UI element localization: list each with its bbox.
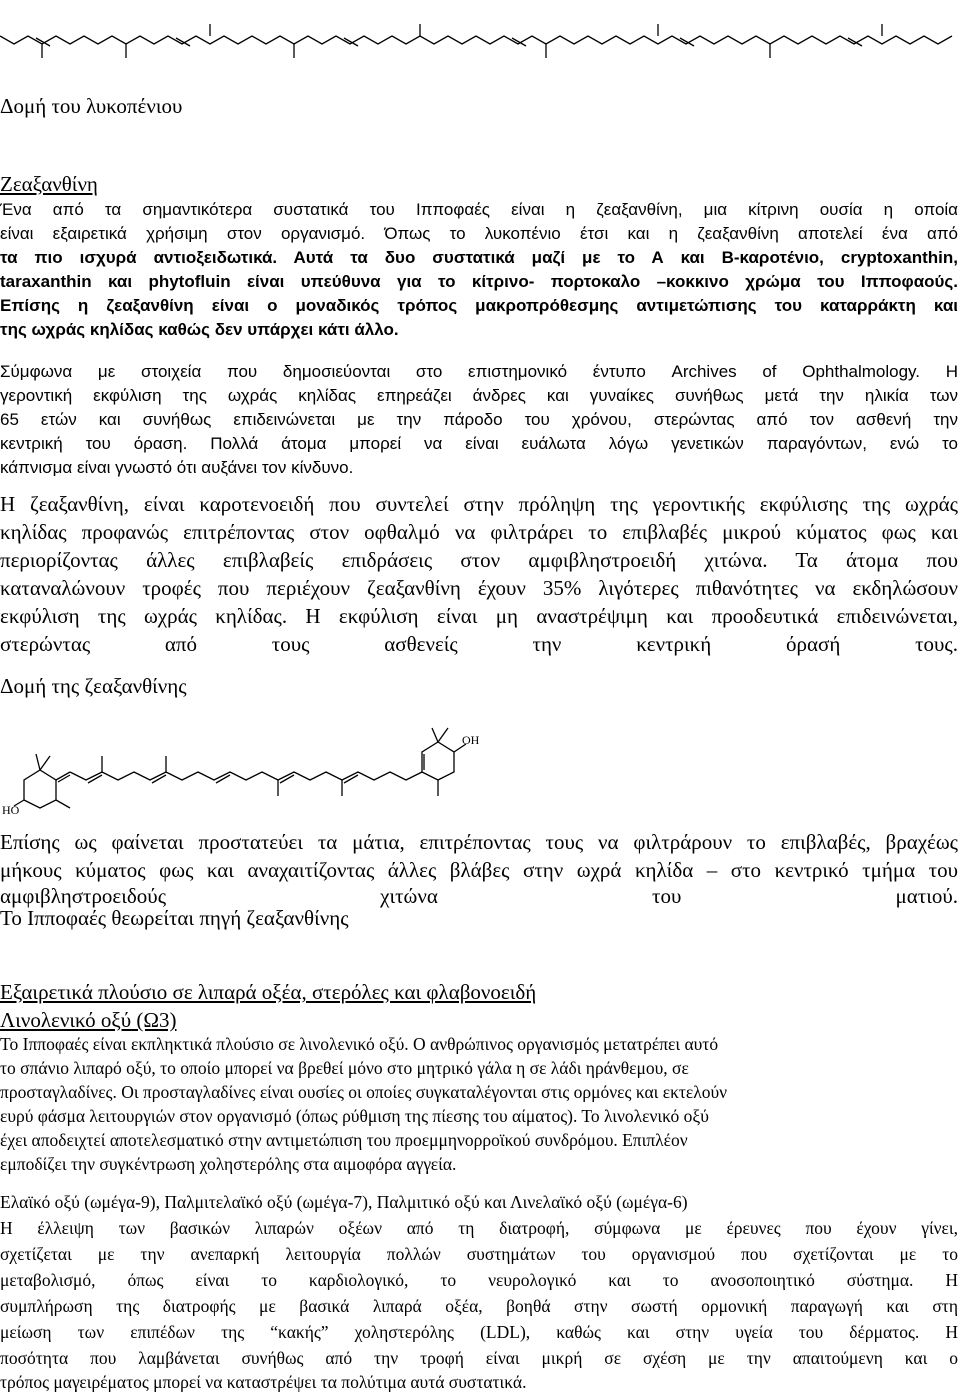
- paragraph-line: αμφιβληστροειδούς χιτώνα του ματιού.: [0, 884, 958, 908]
- paragraph-line: στερώντας από τους ασθενείς την κεντρική όρασή τους.: [0, 632, 958, 656]
- paragraph-line: μήκους κύματος φως και αναχαιτίζοντας άλλες βλάβες στην ωχρά κηλίδα – στο κεντρικό τμήμα του: [0, 858, 958, 882]
- paragraph-line: τα πιο ισχυρά αντιοξειδωτικά. Αυτά τα δυο συστατικά μαζί με το Α και Β-καροτένιο, cryptoxanthin,: [0, 248, 958, 267]
- paragraph-line: κάπνισμα είναι γνωστό ότι αυξάνει τον κίνδυνο.: [0, 458, 354, 477]
- paragraph-line: 65 ετών και συνήθως επιδεινώνεται με την πάροδο του χρόνου, στερώντας από τον ασθενή την: [0, 410, 958, 429]
- paragraph-line: το σπάνιο λιπαρό οξύ, το οποίο μπορεί να βρεθεί μόνο στο μητρικό γάλα η σε λάδι ηράνθεμου, σε: [0, 1058, 689, 1078]
- oh-label: OH: [462, 733, 480, 747]
- paragraph-line: κηλίδας προφανώς επιτρέποντας στον οφθαλμό να φιλτράρει το επιβλαβές μικρού κύματος φως και: [0, 520, 958, 544]
- section-heading-zeaxanthin: Ζεαξανθίνη: [0, 172, 98, 196]
- paragraph-line: Σύμφωνα με στοιχεία που δημοσιεύονται στο επιστημονικό έντυπο Archives of Ophthalmology. Η: [0, 362, 958, 381]
- paragraph-line: Το Ιπποφαές θεωρείται πηγή ζεαξανθίνης: [0, 906, 349, 930]
- paragraph-line: κεντρική του όραση. Πολλά άτομα μπορεί να είναι ευάλωτα λόγω γενετικών παραγόντων, ενώ το: [0, 434, 958, 453]
- paragraph-line: Η ζεαξανθίνη, είναι καροτενοειδή που συντελεί στην πρόληψη της γεροντικής εκφύλισης της ωχράς: [0, 492, 958, 516]
- paragraph-line: είναι εξαιρετικά χρήσιμη στον οργανισμό. Όπως το λυκοπένιο έτσι και η ζεαξανθίνη αποτελεί ένα από: [0, 224, 958, 243]
- paragraph-line: εκφύλιση της ωχράς κηλίδας. Η εκφύλιση είναι μη αναστρέψιμη και προοδευτικά επιδεινώνεται,: [0, 604, 958, 628]
- paragraph-line: Ένα από τα σημαντικότερα συστατικά του Ιπποφαές είναι η ζεαξανθίνη, μια κίτρινη ουσία η οποία: [0, 200, 958, 219]
- paragraph-line: Το Ιπποφαές είναι εκπληκτικά πλούσιο σε λινολενικό οξύ. Ο ανθρώπινος οργανισμός μετατρέπει αυτό: [0, 1034, 719, 1054]
- paragraph-line: μείωση των επιπέδων της “κακής” χοληστερόλης (LDL), καθώς και στην υγεία του δέρματος. Η: [0, 1322, 958, 1342]
- paragraph-line: έχει αποδειχτεί αποτελεσματικό στην αντιμετώπιση του προεμμηνορροϊκού συνδρόμου. Επιπλέον: [0, 1130, 688, 1150]
- paragraph-line: ευρύ φάσμα λειτουργιών στον οργανισμό (όπως ρύθμιση της πίεσης του αίματος). Το λινολενικό οξύ: [0, 1106, 709, 1126]
- paragraph-line: προσταγλαδίνες. Οι προσταγλαδίνες είναι ουσίες οι οποίες συγκαταλέγονται στις ορμόνες και εκτελούν: [0, 1082, 728, 1102]
- paragraph-line: της ωχράς κηλίδας καθώς δεν υπάρχει κάτι άλλο.: [0, 320, 399, 339]
- paragraph-line: εμποδίζει την συγκέντρωση χοληστερόλης στα αιμοφόρα αγγεία.: [0, 1154, 457, 1174]
- paragraph-line: σχετίζεται με την ανεπαρκή λειτουργία πολλών συστημάτων του οργανισμού που σχετίζονται με το: [0, 1244, 958, 1264]
- subheading-omega: Ελαϊκό οξύ (ωμέγα-9), Παλμιτελαϊκό οξύ (ωμέγα-7), Παλμιτικό οξύ και Λινελαϊκό οξύ (ωμέγα-6): [0, 1192, 688, 1212]
- ho-label: HO: [2, 803, 20, 817]
- lycopene-caption: Δομή του λυκοπένιου: [0, 94, 183, 118]
- paragraph-line: ποσότητα που λαμβάνεται συνήθως από την τροφή είναι μικρή σε σχέση με την απαιτούμενη και ο: [0, 1348, 958, 1368]
- zeaxanthin-structure: [0, 714, 520, 824]
- paragraph-line: περιορίζοντας άλλες επιβλαβείς επιδράσεις στον αμφιβληστροειδή χιτώνα. Τα άτομα που: [0, 548, 958, 572]
- paragraph-line: τρόπος μαγειρέματος μπορεί να καταστρέψει τα πολύτιμα αυτά συστατικά.: [0, 1372, 527, 1392]
- paragraph-line: συμπλήρωση της διατροφής με βασικά λιπαρά οξέα, βοηθά στην σωστή ορμονική παραγωγή και στη: [0, 1296, 958, 1316]
- paragraph-line: Επίσης ως φαίνεται προστατεύει τα μάτια, επιτρέποντας τους να φιλτράρουν το επιβλαβές, βραχέως: [0, 830, 958, 854]
- paragraph-line: γεροντική εκφύλιση της ωχράς κηλίδας επηρεάζει άνδρες και γυναίκες συνήθως μετά την ηλικία των: [0, 386, 958, 405]
- zeaxanthin-structure-caption: Δομή της ζεαξανθίνης: [0, 674, 187, 698]
- subheading-linolenic: Λινολενικό οξύ (Ω3): [0, 1008, 177, 1032]
- paragraph-line: taraxanthin και phytofluin είναι υπεύθυνα για το κίτρινο- πορτοκαλο –κοκκινο χρώμα του Ιπποφαούς.: [0, 272, 958, 291]
- paragraph-line: μεταβολισμό, όπως είναι το καρδιολογικό, το νευρολογικό και το ανοσοποιητικό σύστημα. Η: [0, 1270, 958, 1290]
- lycopene-structure: [0, 0, 960, 60]
- paragraph-line: Επίσης η ζεαξανθίνη είναι ο μοναδικός τρόπος μακροπρόθεσμης αντιμετώπισης του καταρράκτη και: [0, 296, 958, 315]
- section-heading-fatty-acids: Εξαιρετικά πλούσιο σε λιπαρά οξέα, στερόλες και φλαβονοειδή: [0, 980, 537, 1004]
- paragraph-line: καταναλώνουν τροφές που περιέχουν ζεαξανθίνη έχουν 35% λιγότερες πιθανότητες να εκδηλώσουν: [0, 576, 958, 600]
- paragraph-line: Η έλλειψη των βασικών λιπαρών οξέων από τη διατροφή, σύμφωνα με έρευνες που έχουν γίνει,: [0, 1218, 958, 1238]
